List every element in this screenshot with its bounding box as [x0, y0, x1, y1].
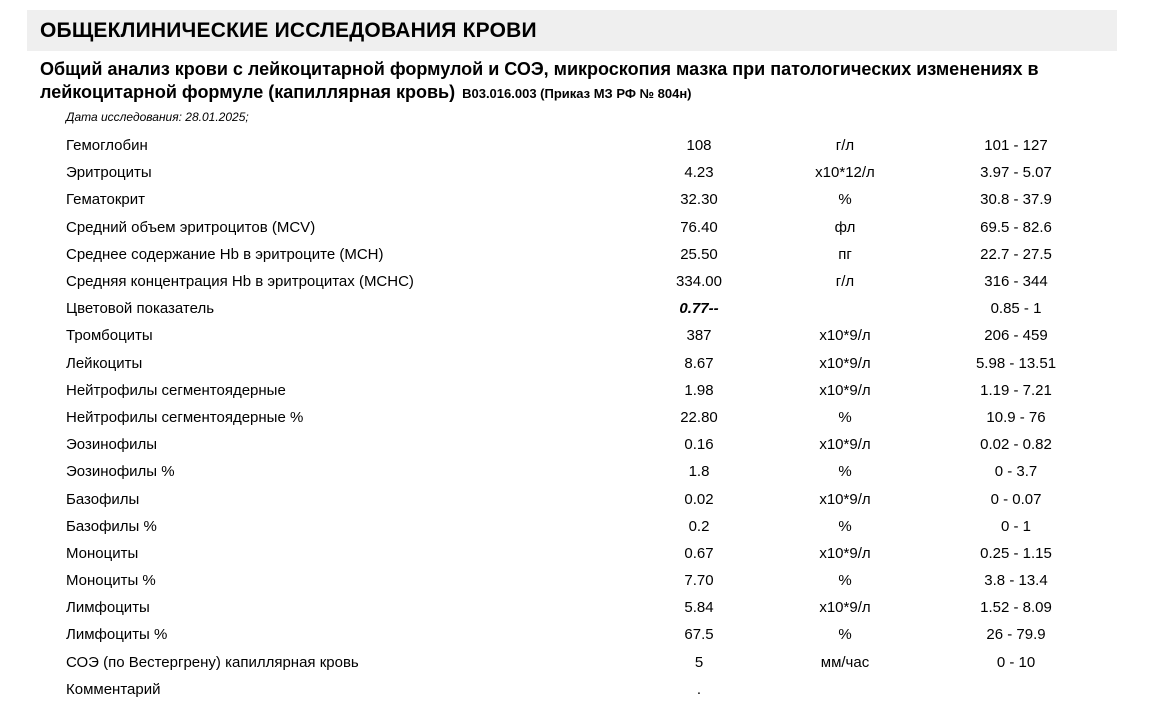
parameter-value: 5	[694, 653, 704, 671]
result-row	[66, 513, 1151, 540]
parameter-range: 101 - 127	[984, 137, 1048, 155]
parameter-unit: х10*9/л	[819, 599, 871, 617]
parameter-unit: пг	[838, 245, 852, 263]
parameter-range: 1.52 - 8.09	[980, 599, 1052, 617]
parameter-range: 316 - 344	[984, 273, 1048, 291]
result-row	[66, 186, 1151, 213]
parameter-value: 67.5	[684, 626, 714, 644]
parameter-name: Эритроциты	[66, 164, 152, 182]
parameter-name: Нейтрофилы сегментоядерные	[66, 381, 286, 399]
parameter-unit: мм/час	[820, 653, 870, 671]
parameter-value: 0.16	[684, 436, 714, 454]
result-row	[66, 485, 1151, 512]
parameter-unit: х10*9/л	[819, 436, 871, 454]
parameter-name: Эозинофилы	[66, 436, 158, 454]
parameter-unit: х10*12/л	[815, 164, 875, 182]
parameter-value: 387	[686, 327, 712, 345]
result-row	[66, 350, 1151, 377]
result-row	[66, 132, 1151, 159]
lab-report-page	[0, 10, 1151, 709]
result-row	[66, 214, 1151, 241]
parameter-unit: г/л	[835, 137, 855, 155]
report-page	[0, 10, 1151, 709]
result-row	[66, 649, 1151, 676]
parameter-name: Базофилы	[66, 490, 140, 508]
result-row	[66, 594, 1151, 621]
result-row	[66, 458, 1151, 485]
result-row	[66, 322, 1151, 349]
parameter-unit: %	[838, 191, 852, 209]
parameter-value: 0.02	[684, 490, 714, 508]
parameter-value: 5.84	[684, 599, 714, 617]
parameter-value: 0.67	[684, 544, 714, 562]
parameter-name: Комментарий	[66, 680, 161, 698]
result-row	[66, 268, 1151, 295]
parameter-unit: г/л	[835, 273, 855, 291]
section-title: ОБЩЕКЛИНИЧЕСКИЕ ИССЛЕДОВАНИЯ КРОВИ	[40, 18, 537, 42]
parameter-range: 0 - 0.07	[990, 490, 1042, 508]
parameter-value: 1.98	[684, 381, 714, 399]
parameter-name: Моноциты %	[66, 572, 156, 590]
parameter-range: 10.9 - 76	[986, 408, 1046, 426]
parameter-name: СОЭ (по Вестергрену) капиллярная кровь	[66, 653, 359, 671]
parameter-unit: %	[838, 572, 852, 590]
parameter-value: 334.00	[676, 273, 722, 291]
result-row	[66, 295, 1151, 322]
parameter-unit: %	[838, 463, 852, 481]
parameter-unit: х10*9/л	[819, 327, 871, 345]
parameter-name: Эозинофилы %	[66, 463, 175, 481]
parameter-value: 7.70	[684, 572, 714, 590]
parameter-value: .	[696, 680, 702, 698]
parameter-range: 69.5 - 82.6	[980, 218, 1052, 236]
parameter-value: 1.8	[688, 463, 710, 481]
result-row	[66, 241, 1151, 268]
result-row	[66, 567, 1151, 594]
parameter-range: 26 - 79.9	[986, 626, 1046, 644]
result-row	[66, 159, 1151, 186]
parameter-name: Средняя концентрация Hb в эритроцитах (MCHC)	[66, 273, 414, 291]
test-heading	[40, 58, 1112, 105]
parameter-value: 4.23	[684, 164, 714, 182]
parameter-range: 0 - 3.7	[994, 463, 1038, 481]
parameter-range: 5.98 - 13.51	[975, 354, 1057, 372]
parameter-unit: х10*9/л	[819, 354, 871, 372]
parameter-unit: %	[838, 408, 852, 426]
parameter-name: Тромбоциты	[66, 327, 153, 345]
parameter-value: 0.2	[688, 517, 710, 535]
parameter-value: 8.67	[684, 354, 714, 372]
parameter-name: Гемоглобин	[66, 137, 148, 155]
results-table	[66, 132, 1151, 703]
parameter-name: Цветовой показатель	[66, 300, 215, 318]
parameter-range: 0.85 - 1	[990, 300, 1042, 318]
parameter-name: Лимфоциты	[66, 599, 150, 617]
parameter-range: 3.8 - 13.4	[984, 572, 1048, 590]
parameter-name: Средний объем эритроцитов (MCV)	[66, 218, 316, 236]
parameter-range: 0.25 - 1.15	[980, 544, 1052, 562]
parameter-range: 0 - 10	[996, 653, 1036, 671]
result-row	[66, 431, 1151, 458]
result-row	[66, 404, 1151, 431]
parameter-range: 0 - 1	[1000, 517, 1031, 535]
parameter-unit: х10*9/л	[819, 544, 871, 562]
parameter-name: Лимфоциты %	[66, 626, 168, 644]
parameter-value: 76.40	[680, 218, 718, 236]
parameter-range: 0.02 - 0.82	[980, 436, 1052, 454]
study-date: Дата исследования: 28.01.2025;	[66, 110, 249, 124]
parameter-range: 22.7 - 27.5	[980, 245, 1052, 263]
test-name-text: Общий анализ крови с лейкоцитарной формулой и СОЭ, микроскопия мазка при патологических изменениях в лейкоцитарной формуле (капиллярная кровь)	[40, 59, 1039, 102]
parameter-unit: фл	[834, 218, 856, 236]
result-row	[66, 540, 1151, 567]
result-row	[66, 377, 1151, 404]
parameter-name: Нейтрофилы сегментоядерные %	[66, 408, 304, 426]
parameter-range: 1.19 - 7.21	[980, 381, 1052, 399]
parameter-unit: %	[838, 517, 852, 535]
parameter-unit: %	[838, 626, 852, 644]
section-header-bar	[27, 10, 1117, 51]
result-row	[66, 621, 1151, 648]
parameter-range: 30.8 - 37.9	[980, 191, 1052, 209]
test-code: В03.016.003 (Приказ МЗ РФ № 804н)	[462, 86, 692, 101]
parameter-value: 22.80	[680, 408, 718, 426]
parameter-value: 0.77--	[679, 300, 719, 318]
parameter-name: Среднее содержание Hb в эритроците (MCH)	[66, 245, 384, 263]
parameter-name: Гематокрит	[66, 191, 145, 209]
parameter-value: 32.30	[680, 191, 718, 209]
parameter-value: 108	[686, 137, 712, 155]
parameter-unit: х10*9/л	[819, 381, 871, 399]
parameter-unit: х10*9/л	[819, 490, 871, 508]
parameter-value: 25.50	[680, 245, 718, 263]
parameter-range: 3.97 - 5.07	[980, 164, 1052, 182]
parameter-name: Лейкоциты	[66, 354, 143, 372]
parameter-name: Базофилы %	[66, 517, 157, 535]
parameter-range: 206 - 459	[984, 327, 1048, 345]
parameter-name: Моноциты	[66, 544, 139, 562]
